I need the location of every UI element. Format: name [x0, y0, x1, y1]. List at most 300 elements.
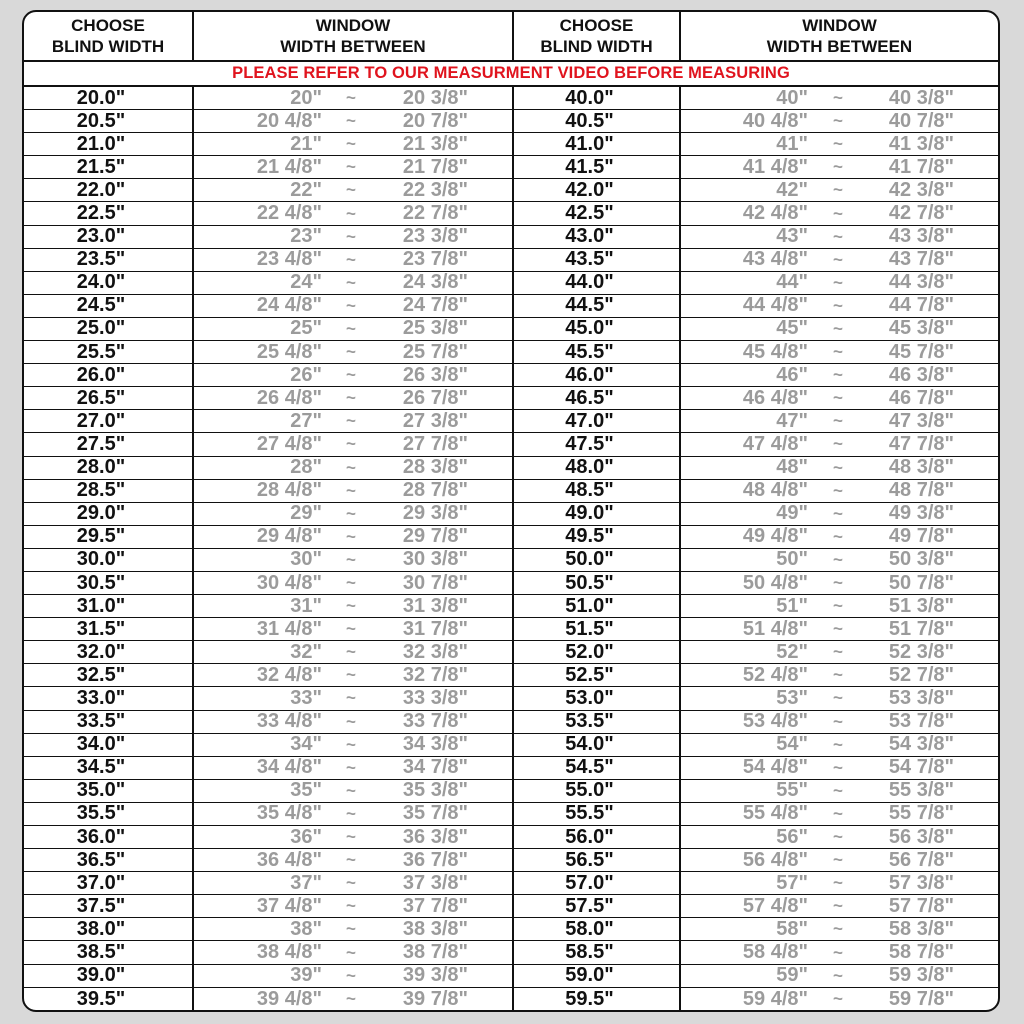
- window-width-range-cell: [679, 202, 998, 224]
- table-body: [24, 87, 998, 1011]
- window-width-range-cell: [679, 572, 998, 594]
- blind-width-cell: 49.5": [512, 526, 679, 548]
- window-width-range-cell: [679, 110, 998, 132]
- range-separator: ~: [346, 711, 356, 731]
- range-separator: ~: [346, 318, 356, 338]
- table-row: [24, 572, 998, 595]
- window-width-range-cell: [192, 410, 512, 432]
- blind-width-cell: 42.5": [512, 202, 679, 224]
- range-separator: ~: [833, 573, 843, 593]
- header-text: WIDTH BETWEEN: [280, 37, 426, 56]
- window-width-range-cell: [192, 711, 512, 733]
- window-width-range-cell: [192, 272, 512, 294]
- range-from: 43": [776, 225, 808, 248]
- range-separator: ~: [346, 780, 356, 800]
- range-to: 27 7/8": [402, 432, 468, 455]
- window-width-range-cell: [679, 965, 998, 987]
- range-separator: ~: [833, 850, 843, 870]
- table-row: [24, 202, 998, 225]
- table-row: [24, 941, 998, 964]
- blind-width-cell: 54.5": [512, 757, 679, 779]
- range-from: 30": [290, 548, 322, 571]
- range-from: 59 4/8": [742, 987, 808, 1010]
- blind-width-cell: 30.5": [76, 571, 126, 594]
- range-separator: ~: [833, 388, 843, 408]
- range-from: 45 4/8": [742, 340, 808, 363]
- range-from: 45": [776, 317, 808, 340]
- range-separator: ~: [833, 549, 843, 569]
- blind-width-cell: 57.0": [512, 872, 679, 894]
- blind-width-cell: 49.0": [512, 503, 679, 525]
- range-to: 38 3/8": [402, 917, 468, 940]
- blind-width-cell: 29.0": [76, 502, 126, 525]
- table-row: [24, 988, 998, 1011]
- window-width-range-cell: [192, 433, 512, 455]
- window-width-range-cell: [679, 595, 998, 617]
- range-to: 27 3/8": [402, 409, 468, 432]
- blind-width-cell: 20.0": [76, 86, 126, 109]
- range-from: 35 4/8": [256, 802, 322, 825]
- blind-width-cell: 23.0": [76, 225, 126, 248]
- window-width-range-cell: [192, 780, 512, 802]
- table-row: [24, 272, 998, 295]
- range-to: 28 7/8": [402, 479, 468, 502]
- blind-width-cell: 31.5": [76, 617, 126, 640]
- range-separator: ~: [833, 272, 843, 292]
- range-separator: ~: [833, 688, 843, 708]
- table-row: [24, 780, 998, 803]
- range-separator: ~: [346, 734, 356, 754]
- blind-width-cell: 34.5": [76, 756, 126, 779]
- range-separator: ~: [833, 157, 843, 177]
- range-from: 52": [776, 640, 808, 663]
- blind-width-cell: 34.0": [76, 733, 126, 756]
- blind-width-cell: 56.0": [512, 826, 679, 848]
- table-row: [24, 249, 998, 272]
- table-row: [24, 133, 998, 156]
- range-to: 52 7/8": [888, 663, 954, 686]
- range-to: 57 7/8": [888, 894, 954, 917]
- window-width-range-cell: [679, 687, 998, 709]
- range-separator: ~: [833, 873, 843, 893]
- blind-width-cell: 44.0": [512, 272, 679, 294]
- range-to: 43 7/8": [888, 248, 954, 271]
- blind-width-cell: 35.0": [76, 779, 126, 802]
- table-row: [24, 387, 998, 410]
- range-separator: ~: [833, 965, 843, 985]
- range-from: 37 4/8": [256, 894, 322, 917]
- range-from: 22": [290, 178, 322, 201]
- range-to: 32 7/8": [402, 663, 468, 686]
- blind-width-cell: 37.0": [76, 871, 126, 894]
- range-to: 42 7/8": [888, 202, 954, 225]
- range-separator: ~: [346, 226, 356, 246]
- blind-width-cell: 47.0": [512, 410, 679, 432]
- blind-width-cell: 54.0": [512, 734, 679, 756]
- range-to: 58 3/8": [888, 917, 954, 940]
- range-to: 28 3/8": [402, 456, 468, 479]
- range-from: 32": [290, 640, 322, 663]
- range-to: 54 7/8": [888, 756, 954, 779]
- range-to: 29 7/8": [402, 525, 468, 548]
- range-from: 26": [290, 363, 322, 386]
- range-from: 23": [290, 225, 322, 248]
- range-separator: ~: [346, 942, 356, 962]
- blind-width-cell: 53.5": [512, 711, 679, 733]
- blind-width-cell: 22.0": [76, 178, 126, 201]
- range-from: 22 4/8": [256, 202, 322, 225]
- range-from: 57": [776, 871, 808, 894]
- range-to: 42 3/8": [888, 178, 954, 201]
- header-blind-width-left: [24, 12, 192, 60]
- range-to: 32 3/8": [402, 640, 468, 663]
- window-width-range-cell: [679, 526, 998, 548]
- blind-width-cell: 30.0": [76, 548, 126, 571]
- header-text: WINDOW: [315, 16, 391, 35]
- range-from: 34": [290, 733, 322, 756]
- range-to: 41 3/8": [888, 132, 954, 155]
- range-to: 23 3/8": [402, 225, 468, 248]
- range-from: 30 4/8": [256, 571, 322, 594]
- window-width-range-cell: [192, 687, 512, 709]
- window-width-range-cell: [192, 664, 512, 686]
- range-separator: ~: [346, 457, 356, 477]
- range-separator: ~: [346, 596, 356, 616]
- window-width-range-cell: [192, 572, 512, 594]
- range-separator: ~: [346, 272, 356, 292]
- range-separator: ~: [346, 180, 356, 200]
- table-row: [24, 457, 998, 480]
- window-width-range-cell: [192, 641, 512, 663]
- range-from: 21": [290, 132, 322, 155]
- blind-width-cell: 41.0": [512, 133, 679, 155]
- window-width-range-cell: [192, 318, 512, 340]
- range-to: 53 7/8": [888, 710, 954, 733]
- range-from: 49 4/8": [742, 525, 808, 548]
- range-separator: ~: [833, 111, 843, 131]
- window-width-range-cell: [192, 457, 512, 479]
- blind-width-cell: 28.0": [76, 456, 126, 479]
- range-separator: ~: [346, 989, 356, 1009]
- range-separator: ~: [833, 226, 843, 246]
- blind-width-cell: 36.5": [76, 848, 126, 871]
- range-to: 25 3/8": [402, 317, 468, 340]
- range-separator: ~: [346, 619, 356, 639]
- range-to: 21 3/8": [402, 132, 468, 155]
- table-row: [24, 480, 998, 503]
- range-to: 52 3/8": [888, 640, 954, 663]
- range-from: 48 4/8": [742, 479, 808, 502]
- range-to: 33 7/8": [402, 710, 468, 733]
- header-text: BLIND WIDTH: [51, 37, 165, 56]
- size-chart-table: [22, 10, 1000, 1012]
- window-width-range-cell: [679, 226, 998, 248]
- table-row: [24, 156, 998, 179]
- range-from: 29": [290, 502, 322, 525]
- range-separator: ~: [346, 388, 356, 408]
- range-from: 54 4/8": [742, 756, 808, 779]
- range-from: 55 4/8": [742, 802, 808, 825]
- table-row: [24, 641, 998, 664]
- range-to: 39 3/8": [402, 964, 468, 987]
- range-to: 24 7/8": [402, 294, 468, 317]
- range-from: 25 4/8": [256, 340, 322, 363]
- window-width-range-cell: [679, 387, 998, 409]
- blind-width-cell: 43.0": [512, 226, 679, 248]
- blind-width-cell: 28.5": [76, 479, 126, 502]
- range-separator: ~: [346, 88, 356, 108]
- range-from: 50": [776, 548, 808, 571]
- range-from: 21 4/8": [256, 155, 322, 178]
- range-to: 44 7/8": [888, 294, 954, 317]
- window-width-range-cell: [192, 87, 512, 109]
- window-width-range-cell: [192, 179, 512, 201]
- window-width-range-cell: [679, 941, 998, 963]
- range-to: 51 3/8": [888, 594, 954, 617]
- window-width-range-cell: [192, 757, 512, 779]
- range-to: 54 3/8": [888, 733, 954, 756]
- range-from: 28": [290, 456, 322, 479]
- range-to: 30 7/8": [402, 571, 468, 594]
- range-to: 59 7/8": [888, 987, 954, 1010]
- range-separator: ~: [833, 803, 843, 823]
- range-from: 40": [776, 86, 808, 109]
- table-row: [24, 295, 998, 318]
- blind-width-cell: 59.5": [512, 988, 679, 1011]
- range-from: 26 4/8": [256, 386, 322, 409]
- range-to: 48 7/8": [888, 479, 954, 502]
- range-separator: ~: [833, 203, 843, 223]
- blind-width-cell: 38.0": [76, 917, 126, 940]
- header-text: BLIND WIDTH: [540, 37, 653, 56]
- range-separator: ~: [833, 134, 843, 154]
- range-from: 56": [776, 825, 808, 848]
- blind-width-cell: 56.5": [512, 849, 679, 871]
- range-from: 31": [290, 594, 322, 617]
- range-from: 32 4/8": [256, 663, 322, 686]
- range-separator: ~: [346, 249, 356, 269]
- range-to: 36 7/8": [402, 848, 468, 871]
- window-width-range-cell: [679, 549, 998, 571]
- range-separator: ~: [833, 180, 843, 200]
- blind-width-cell: 39.5": [76, 987, 126, 1010]
- range-from: 24": [290, 271, 322, 294]
- range-from: 53 4/8": [742, 710, 808, 733]
- window-width-range-cell: [679, 318, 998, 340]
- range-separator: ~: [833, 711, 843, 731]
- blind-width-cell: 51.0": [512, 595, 679, 617]
- window-width-range-cell: [679, 87, 998, 109]
- range-from: 25": [290, 317, 322, 340]
- range-to: 53 3/8": [888, 686, 954, 709]
- blind-width-cell: 32.5": [76, 663, 126, 686]
- range-from: 42 4/8": [742, 202, 808, 225]
- blind-width-cell: 26.5": [76, 386, 126, 409]
- window-width-range-cell: [192, 249, 512, 271]
- range-from: 37": [290, 871, 322, 894]
- range-to: 47 3/8": [888, 409, 954, 432]
- table-row: [24, 595, 998, 618]
- table-row: [24, 503, 998, 526]
- blind-width-cell: 44.5": [512, 295, 679, 317]
- range-to: 22 7/8": [402, 202, 468, 225]
- blind-width-cell: 48.5": [512, 480, 679, 502]
- table-row: [24, 549, 998, 572]
- range-separator: ~: [833, 88, 843, 108]
- window-width-range-cell: [192, 387, 512, 409]
- range-from: 34 4/8": [256, 756, 322, 779]
- window-width-range-cell: [679, 780, 998, 802]
- table-row: [24, 226, 998, 249]
- range-from: 20 4/8": [256, 109, 322, 132]
- range-to: 23 7/8": [402, 248, 468, 271]
- table-row: [24, 364, 998, 387]
- blind-width-cell: 32.0": [76, 640, 126, 663]
- header-text: WINDOW: [802, 16, 877, 35]
- window-width-range-cell: [679, 503, 998, 525]
- window-width-range-cell: [192, 364, 512, 386]
- blind-width-cell: 22.5": [76, 202, 126, 225]
- window-width-range-cell: [679, 179, 998, 201]
- range-from: 27 4/8": [256, 432, 322, 455]
- range-to: 33 3/8": [402, 686, 468, 709]
- range-to: 48 3/8": [888, 456, 954, 479]
- range-separator: ~: [346, 850, 356, 870]
- range-from: 41 4/8": [742, 155, 808, 178]
- window-width-range-cell: [679, 803, 998, 825]
- range-to: 34 3/8": [402, 733, 468, 756]
- blind-width-cell: 31.0": [76, 594, 126, 617]
- window-width-range-cell: [679, 664, 998, 686]
- table-row: [24, 711, 998, 734]
- blind-width-cell: 46.5": [512, 387, 679, 409]
- window-width-range-cell: [679, 272, 998, 294]
- blind-width-cell: 26.0": [76, 363, 126, 386]
- range-separator: ~: [346, 365, 356, 385]
- range-separator: ~: [833, 942, 843, 962]
- range-from: 36": [290, 825, 322, 848]
- range-separator: ~: [346, 295, 356, 315]
- range-to: 25 7/8": [402, 340, 468, 363]
- range-to: 24 3/8": [402, 271, 468, 294]
- header-text: CHOOSE: [71, 16, 145, 35]
- range-to: 49 3/8": [888, 502, 954, 525]
- range-from: 46": [776, 363, 808, 386]
- range-to: 35 7/8": [402, 802, 468, 825]
- range-to: 46 7/8": [888, 386, 954, 409]
- blind-width-cell: 45.5": [512, 341, 679, 363]
- range-to: 58 7/8": [888, 941, 954, 964]
- range-to: 29 3/8": [402, 502, 468, 525]
- range-to: 38 7/8": [402, 941, 468, 964]
- table-row: [24, 849, 998, 872]
- table-row: [24, 687, 998, 710]
- window-width-range-cell: [192, 618, 512, 640]
- range-to: 46 3/8": [888, 363, 954, 386]
- range-separator: ~: [346, 642, 356, 662]
- range-from: 52 4/8": [742, 663, 808, 686]
- range-to: 40 3/8": [888, 86, 954, 109]
- range-to: 37 3/8": [402, 871, 468, 894]
- range-separator: ~: [833, 896, 843, 916]
- blind-width-cell: 29.5": [76, 525, 126, 548]
- range-to: 45 3/8": [888, 317, 954, 340]
- range-separator: ~: [833, 642, 843, 662]
- blind-width-cell: 42.0": [512, 179, 679, 201]
- range-from: 50 4/8": [742, 571, 808, 594]
- range-to: 26 3/8": [402, 363, 468, 386]
- range-to: 30 3/8": [402, 548, 468, 571]
- blind-width-cell: 58.0": [512, 918, 679, 940]
- blind-width-cell: 59.0": [512, 965, 679, 987]
- table-row: [24, 87, 998, 110]
- table-row: [24, 918, 998, 941]
- blind-width-cell: 48.0": [512, 457, 679, 479]
- blind-width-cell: 39.0": [76, 964, 126, 987]
- window-width-range-cell: [679, 433, 998, 455]
- range-from: 40 4/8": [742, 109, 808, 132]
- blind-width-cell: 21.5": [76, 155, 126, 178]
- range-from: 51": [776, 594, 808, 617]
- range-to: 31 3/8": [402, 594, 468, 617]
- window-width-range-cell: [679, 849, 998, 871]
- range-separator: ~: [833, 249, 843, 269]
- range-separator: ~: [833, 827, 843, 847]
- range-separator: ~: [346, 873, 356, 893]
- blind-width-cell: 55.0": [512, 780, 679, 802]
- range-to: 55 3/8": [888, 779, 954, 802]
- range-to: 20 7/8": [402, 109, 468, 132]
- table-row: [24, 341, 998, 364]
- range-to: 20 3/8": [402, 86, 468, 109]
- range-from: 42": [776, 178, 808, 201]
- range-from: 55": [776, 779, 808, 802]
- range-separator: ~: [346, 342, 356, 362]
- range-to: 26 7/8": [402, 386, 468, 409]
- window-width-range-cell: [192, 965, 512, 987]
- range-from: 54": [776, 733, 808, 756]
- range-to: 56 3/8": [888, 825, 954, 848]
- window-width-range-cell: [192, 133, 512, 155]
- range-from: 57 4/8": [742, 894, 808, 917]
- table-row: [24, 965, 998, 988]
- table-row: [24, 803, 998, 826]
- table-row: [24, 826, 998, 849]
- range-to: 36 3/8": [402, 825, 468, 848]
- range-separator: ~: [833, 480, 843, 500]
- table-row: [24, 757, 998, 780]
- range-separator: ~: [833, 596, 843, 616]
- window-width-range-cell: [192, 734, 512, 756]
- range-from: 20": [290, 86, 322, 109]
- window-width-range-cell: [679, 249, 998, 271]
- blind-width-cell: 27.5": [76, 432, 126, 455]
- window-width-range-cell: [192, 156, 512, 178]
- range-separator: ~: [346, 965, 356, 985]
- range-to: 47 7/8": [888, 432, 954, 455]
- blind-width-cell: 55.5": [512, 803, 679, 825]
- range-separator: ~: [346, 434, 356, 454]
- range-from: 35": [290, 779, 322, 802]
- window-width-range-cell: [192, 918, 512, 940]
- blind-width-cell: 57.5": [512, 895, 679, 917]
- range-to: 51 7/8": [888, 617, 954, 640]
- range-separator: ~: [833, 411, 843, 431]
- table-row: [24, 318, 998, 341]
- range-to: 50 7/8": [888, 571, 954, 594]
- range-from: 43 4/8": [742, 248, 808, 271]
- range-from: 49": [776, 502, 808, 525]
